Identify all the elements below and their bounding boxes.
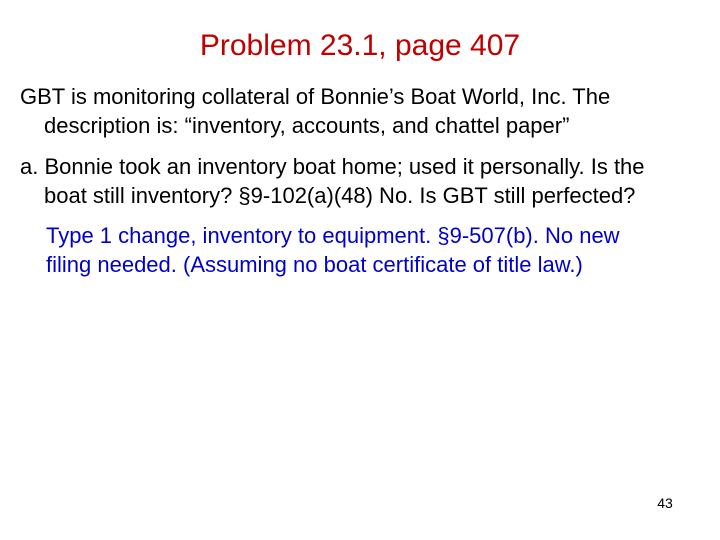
question-paragraph: [20, 152, 720, 210]
question-line-2: boat still inventory? §9-102(a)(48) No. Is GBT still perfected?: [44, 183, 636, 208]
intro-paragraph: [20, 82, 720, 140]
answer-line-2: filing needed. (Assuming no boat certificate of title law.): [46, 252, 583, 277]
page-number: 43: [657, 495, 673, 511]
slide-title: Problem 23.1, page 407: [199, 29, 521, 62]
intro-line-2: description is: “inventory, accounts, and chattel paper”: [44, 113, 570, 138]
answer-paragraph: [46, 221, 706, 279]
question-line-1: a. Bonnie took an inventory boat home; used it personally. Is the: [20, 154, 645, 179]
answer-line-1: Type 1 change, inventory to equipment. §9-507(b). No new: [46, 223, 620, 248]
intro-line-1: GBT is monitoring collateral of Bonnie’s Boat World, Inc. The: [20, 84, 611, 109]
